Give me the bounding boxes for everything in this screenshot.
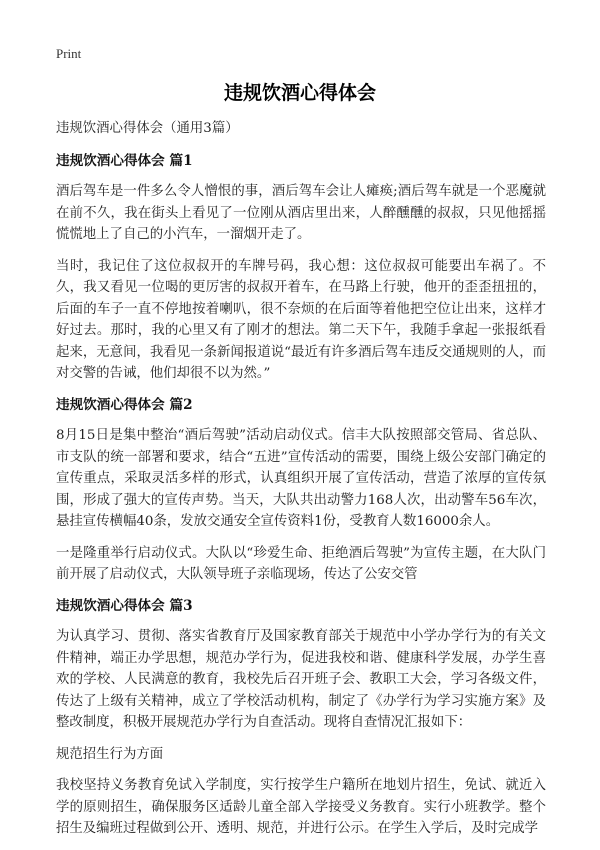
paragraph: 8月15日是集中整治“酒后驾驶”活动启动仪式。信丰大队按照部交管局、省总队、市支队的统一部署和要求，结合“五进”宣传活动的需要，围绕上级公安部门确定的宣传重点，采取灵活多样的形式，认真组织开展了宣传活动，营造了浓厚的宣传氛围，形成了强大的宣传声势。当天，大队共出动警力168人次，出动警车56车次，悬挂宣传横幅40条，发放交通安全宣传资料1份，受教育人数16000余人。: [56, 428, 546, 529]
section-heading-1: 违规饮酒心得体会 篇1: [56, 152, 193, 169]
print-link[interactable]: Print: [56, 46, 82, 61]
section-heading-3: 违规饮酒心得体会 篇3: [56, 597, 193, 614]
paragraph: 我校坚持义务教育免试入学制度，实行按学生户籍所在地划片招生，免试、就近入学的原则招生，确保服务区适龄儿童全部入学接受义务教育。实行小班教学。整个招生及编班过程做到公开、透明、规范，并进行公示。在学生入学后，及时完成学: [56, 778, 546, 836]
paragraph: 酒后驾车是一件多么令人憎恨的事，酒后驾车会让人瘫痪;酒后驾车就是一个恶魔就在前不久，我在街头上看见了一位刚从酒店里出来，人醉醺醺的叔叔，只见他摇摇慌慌地上了自己的小汽车，一溜烟开走了。: [56, 184, 546, 242]
paragraph: 为认真学习、贯彻、落实省教育厅及国家教育部关于规范中小学办学行为的有关文件精神，端正办学思想，规范办学行为，促进我校和谐、健康科学发展，办学生喜欢的学校、人民满意的教育，我校先后召开班子会、教职工大会，学习各级文件，传达了上级有关精神，成立了学校活动机构，制定了《办学行为学习实施方案》及整改制度，积极开展规范办学行为自查活动。现将自查情况汇报如下：: [56, 629, 546, 730]
document-subtitle: 违规饮酒心得体会（通用3篇）: [56, 121, 239, 136]
document-body: [56, 118, 546, 850]
section-heading-2: 违规饮酒心得体会 篇2: [56, 396, 193, 413]
paragraph: 当时，我记住了这位叔叔开的车牌号码，我心想：这位叔叔可能要出车祸了。不久，我又看见一位喝的更厉害的叔叔开着车，在马路上行驶，他开的歪歪扭扭的，后面的车子一直不停地按着喇叭，很不奈烦的在后面等着他把空位让出来，这样才好过去。那时，我的心里又有了刚才的想法。第二天下午，我随手拿起一张报纸看起来，无意间，我看见一条新闻报道说“最近有许多酒后驾车违反交通规则的人，而对交警的告诫，他们却很不以为然。”: [56, 258, 546, 381]
subheading: 规范招生行为方面: [56, 746, 164, 762]
page-title: 违规饮酒心得体会: [223, 82, 376, 104]
paragraph: 一是隆重举行启动仪式。大队以“珍爱生命、拒绝酒后驾驶”为宣传主题，在大队门前开展了启动仪式，大队领导班子亲临现场，传达了公安交管: [56, 545, 546, 582]
